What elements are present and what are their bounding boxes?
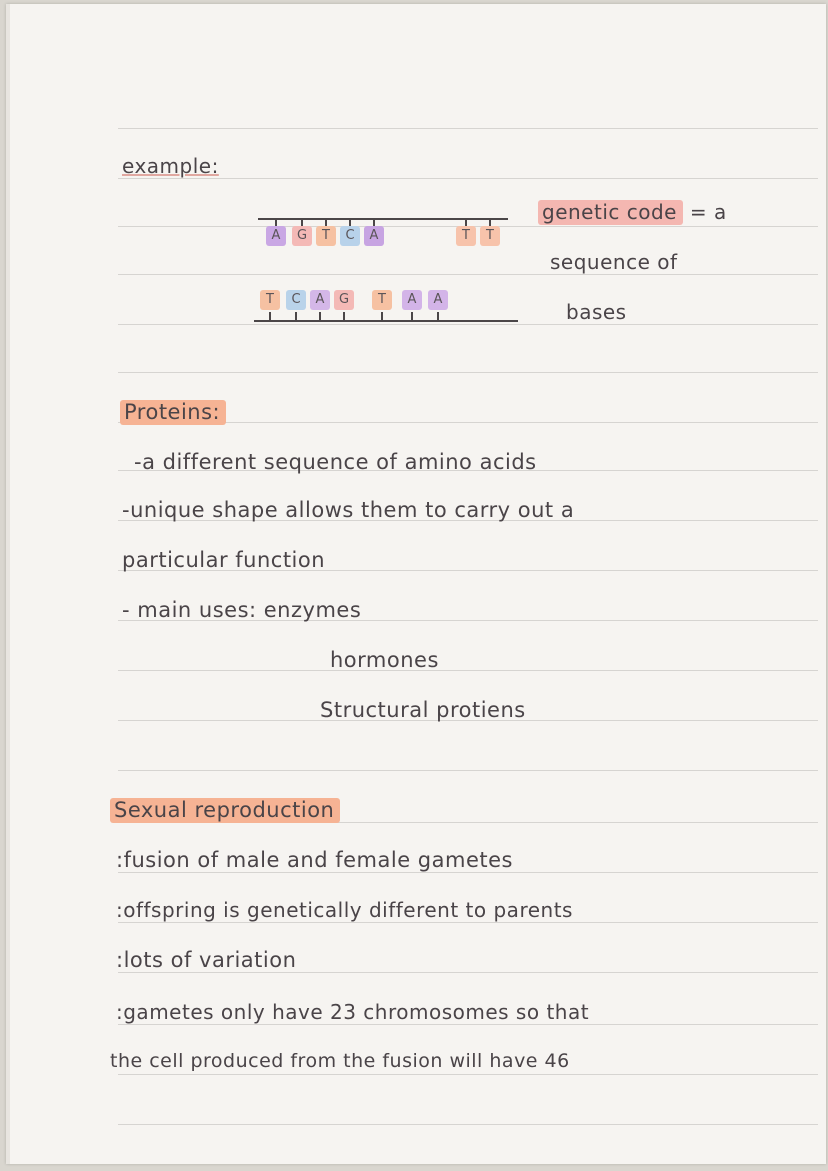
dna-base-bottom: A <box>402 290 422 310</box>
dna-tick <box>319 312 321 320</box>
rule-line <box>118 872 818 873</box>
dna-base-top: G <box>292 226 312 246</box>
dna-base-bottom: G <box>334 290 354 310</box>
proteins-line: Structural protiens <box>320 698 526 722</box>
dna-base-bottom: A <box>428 290 448 310</box>
rule-line <box>118 1124 818 1125</box>
dna-tick <box>325 218 327 226</box>
rule-line <box>118 178 818 179</box>
dna-base-bottom: C <box>286 290 306 310</box>
dna-tick <box>275 218 277 226</box>
rule-line <box>118 1074 818 1075</box>
dna-top-backbone <box>258 218 508 220</box>
genetic-code-note-line3: bases <box>566 300 627 324</box>
proteins-line: -unique shape allows them to carry out a <box>122 498 575 522</box>
dna-base-bottom: A <box>310 290 330 310</box>
dna-base-top: A <box>364 226 384 246</box>
proteins-line: -a different sequence of amino acids <box>134 450 537 474</box>
dna-tick <box>349 218 351 226</box>
genetic-code-equals: = a <box>689 200 727 224</box>
dna-base-top: A <box>266 226 286 246</box>
proteins-line: hormones <box>330 648 439 672</box>
rule-line <box>118 972 818 973</box>
reproduction-line: :fusion of male and female gametes <box>116 848 513 872</box>
dna-tick <box>411 312 413 320</box>
rule-line <box>118 670 818 671</box>
genetic-code-highlight: genetic code <box>538 200 683 225</box>
dna-base-bottom: T <box>260 290 280 310</box>
dna-tick <box>465 218 467 226</box>
proteins-line: particular function <box>122 548 326 572</box>
dna-base-top: T <box>316 226 336 246</box>
dna-tick <box>381 312 383 320</box>
dna-base-top: T <box>456 226 476 246</box>
rule-line <box>118 770 818 771</box>
rule-line <box>118 274 818 275</box>
notebook-page <box>6 4 826 1164</box>
dna-tick <box>437 312 439 320</box>
dna-tick <box>269 312 271 320</box>
genetic-code-note-line2: sequence of <box>550 250 678 274</box>
dna-tick <box>295 312 297 320</box>
dna-bottom-backbone <box>254 320 518 322</box>
reproduction-line: :offspring is genetically different to parents <box>116 898 573 922</box>
rule-line <box>118 922 818 923</box>
dna-tick <box>489 218 491 226</box>
proteins-heading <box>120 400 226 424</box>
rule-line <box>118 128 818 129</box>
rule-line <box>118 1024 818 1025</box>
example-title: example: <box>122 154 219 178</box>
reproduction-line: the cell produced from the fusion will have 46 <box>110 1050 570 1072</box>
genetic-code-note-line1 <box>538 200 727 224</box>
reproduction-line: :lots of variation <box>116 948 297 972</box>
reproduction-line: :gametes only have 23 chromosomes so that <box>116 1000 590 1024</box>
rule-line <box>118 324 818 325</box>
sexual-reproduction-heading-text: Sexual reproduction <box>110 798 340 823</box>
dna-base-top: C <box>340 226 360 246</box>
dna-tick <box>373 218 375 226</box>
dna-base-bottom: T <box>372 290 392 310</box>
rule-line <box>118 372 818 373</box>
dna-tick <box>343 312 345 320</box>
dna-tick <box>301 218 303 226</box>
sexual-reproduction-heading <box>110 798 340 822</box>
proteins-line: - main uses: enzymes <box>122 598 362 622</box>
dna-base-top: T <box>480 226 500 246</box>
proteins-heading-text: Proteins: <box>120 400 226 425</box>
